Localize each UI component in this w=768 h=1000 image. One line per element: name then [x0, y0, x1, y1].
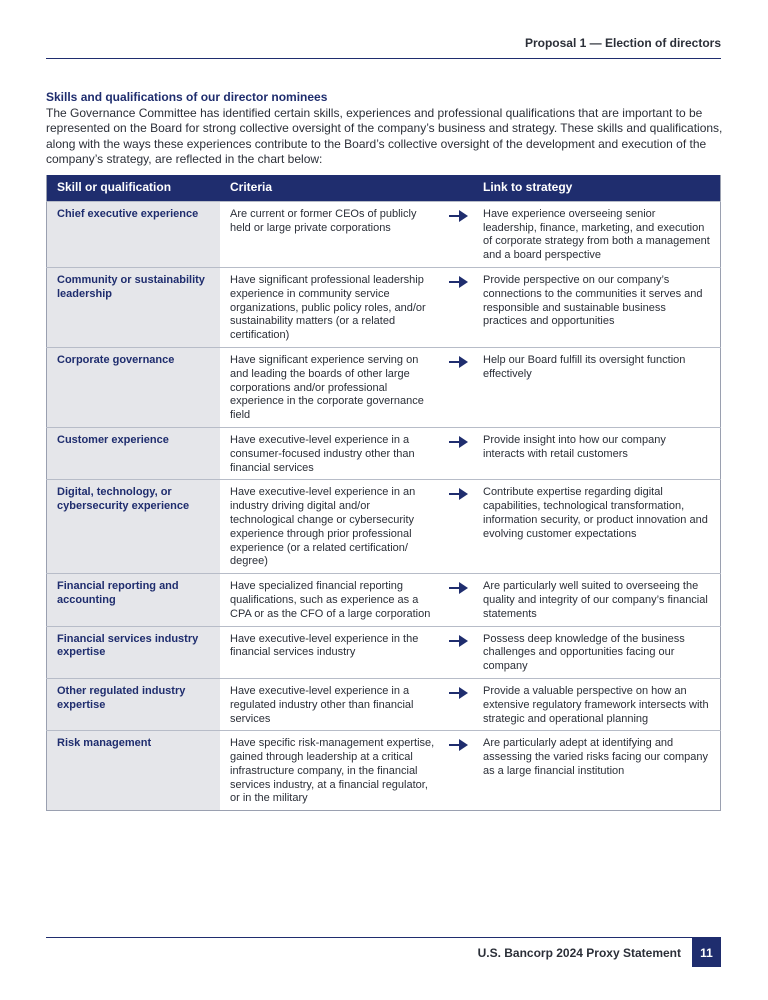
table-row	[47, 731, 721, 811]
intro-section	[46, 90, 726, 168]
criteria-cell: Have executive-level experience in a regulated industry other than financial services	[220, 678, 445, 730]
table-row	[47, 480, 721, 574]
table-row	[47, 574, 721, 626]
criteria-cell: Have specialized financial reporting qualifications, such as experience as a CPA or as the CFO of a large corporation	[220, 574, 445, 626]
arrow-cell	[445, 678, 473, 730]
arrow-cell	[445, 574, 473, 626]
table-row	[47, 678, 721, 730]
right-arrow-icon	[449, 582, 469, 594]
right-arrow-icon	[449, 687, 469, 699]
header-title: Proposal 1 — Election of directors	[524, 36, 721, 50]
link-to-strategy-cell: Help our Board fulfill its oversight function effectively	[473, 347, 721, 427]
skill-cell: Risk management	[47, 731, 221, 811]
criteria-cell: Are current or former CEOs of publicly held or large private corporations	[220, 201, 445, 267]
skill-cell: Customer experience	[47, 427, 221, 479]
right-arrow-icon	[449, 436, 469, 448]
section-body: The Governance Committee has identified certain skills, experiences and professional qualifications that are important to be represented on the Board for strong collective oversight of the company’s business and strategy. These skills and qualifications, along with the ways these experiences contribute to the Board’s collective oversight of the development and execution of the company’s strategy, are reflected in the chart below:	[46, 105, 723, 166]
skills-table	[46, 175, 721, 811]
skill-cell: Community or sustainability leadership	[47, 267, 221, 347]
arrow-cell	[445, 626, 473, 678]
table-row	[47, 267, 721, 347]
link-to-strategy-cell: Possess deep knowledge of the business challenges and opportunities facing our company	[473, 626, 721, 678]
link-to-strategy-cell: Provide perspective on our company’s connections to the communities it serves and responsible and sustainable business practices and opportunities	[473, 267, 721, 347]
skill-cell: Financial services industry expertise	[47, 626, 221, 678]
link-to-strategy-cell: Provide insight into how our company interacts with retail customers	[473, 427, 721, 479]
link-to-strategy-cell: Have experience overseeing senior leadership, finance, marketing, and execution of corporate strategy from both a management and a board perspective	[473, 201, 721, 267]
criteria-cell: Have executive-level experience in an industry driving digital and/or technological change or cybersecurity experience through prior professional experience (or a related certification/ degree)	[220, 480, 445, 574]
column-header-skill: Skill or qualification	[47, 175, 221, 201]
skill-cell: Other regulated industry expertise	[47, 678, 221, 730]
skill-cell: Financial reporting and accounting	[47, 574, 221, 626]
column-header-arrow	[445, 175, 473, 201]
table-row	[47, 427, 721, 479]
arrow-cell	[445, 347, 473, 427]
arrow-cell	[445, 201, 473, 267]
arrow-cell	[445, 267, 473, 347]
criteria-cell: Have executive-level experience in a consumer-focused industry other than financial services	[220, 427, 445, 479]
criteria-cell: Have executive-level experience in the financial services industry	[220, 626, 445, 678]
right-arrow-icon	[449, 356, 469, 368]
right-arrow-icon	[449, 739, 469, 751]
skill-cell: Corporate governance	[47, 347, 221, 427]
table-row	[47, 626, 721, 678]
right-arrow-icon	[449, 488, 469, 500]
criteria-cell: Have significant professional leadership experience in community service organizations, public policy roles, and/or sustainability matters (or a related certification)	[220, 267, 445, 347]
section-title: Skills and qualifications of our director nominees	[46, 90, 328, 104]
right-arrow-icon	[449, 210, 469, 222]
arrow-cell	[445, 731, 473, 811]
right-arrow-icon	[449, 276, 469, 288]
column-header-link: Link to strategy	[473, 175, 721, 201]
link-to-strategy-cell: Are particularly well suited to overseeing the quality and integrity of our company’s financial statements	[473, 574, 721, 626]
table-row	[47, 201, 721, 267]
page-header	[46, 0, 721, 59]
link-to-strategy-cell: Contribute expertise regarding digital capabilities, technological transformation, information security, or product innovation and evolving customer expectations	[473, 480, 721, 574]
page-footer	[46, 937, 721, 960]
footer-text: U.S. Bancorp 2024 Proxy Statement	[477, 946, 681, 960]
skill-cell: Digital, technology, or cybersecurity experience	[47, 480, 221, 574]
criteria-cell: Have specific risk-management expertise, gained through leadership at a critical infrastructure company, in the financial services industry, at a financial regulator, or in the military	[220, 731, 445, 811]
table-row	[47, 347, 721, 427]
link-to-strategy-cell: Are particularly adept at identifying and assessing the varied risks facing our company as a large financial institution	[473, 731, 721, 811]
right-arrow-icon	[449, 635, 469, 647]
arrow-cell	[445, 480, 473, 574]
skill-cell: Chief executive experience	[47, 201, 221, 267]
table-header-row	[47, 175, 721, 201]
criteria-cell: Have significant experience serving on and leading the boards of other large corporations and/or professional experience in the corporate governance field	[220, 347, 445, 427]
link-to-strategy-cell: Provide a valuable perspective on how an extensive regulatory framework intersects with strategic and operational planning	[473, 678, 721, 730]
arrow-cell	[445, 427, 473, 479]
page-number: 11	[692, 938, 721, 967]
column-header-criteria: Criteria	[220, 175, 445, 201]
